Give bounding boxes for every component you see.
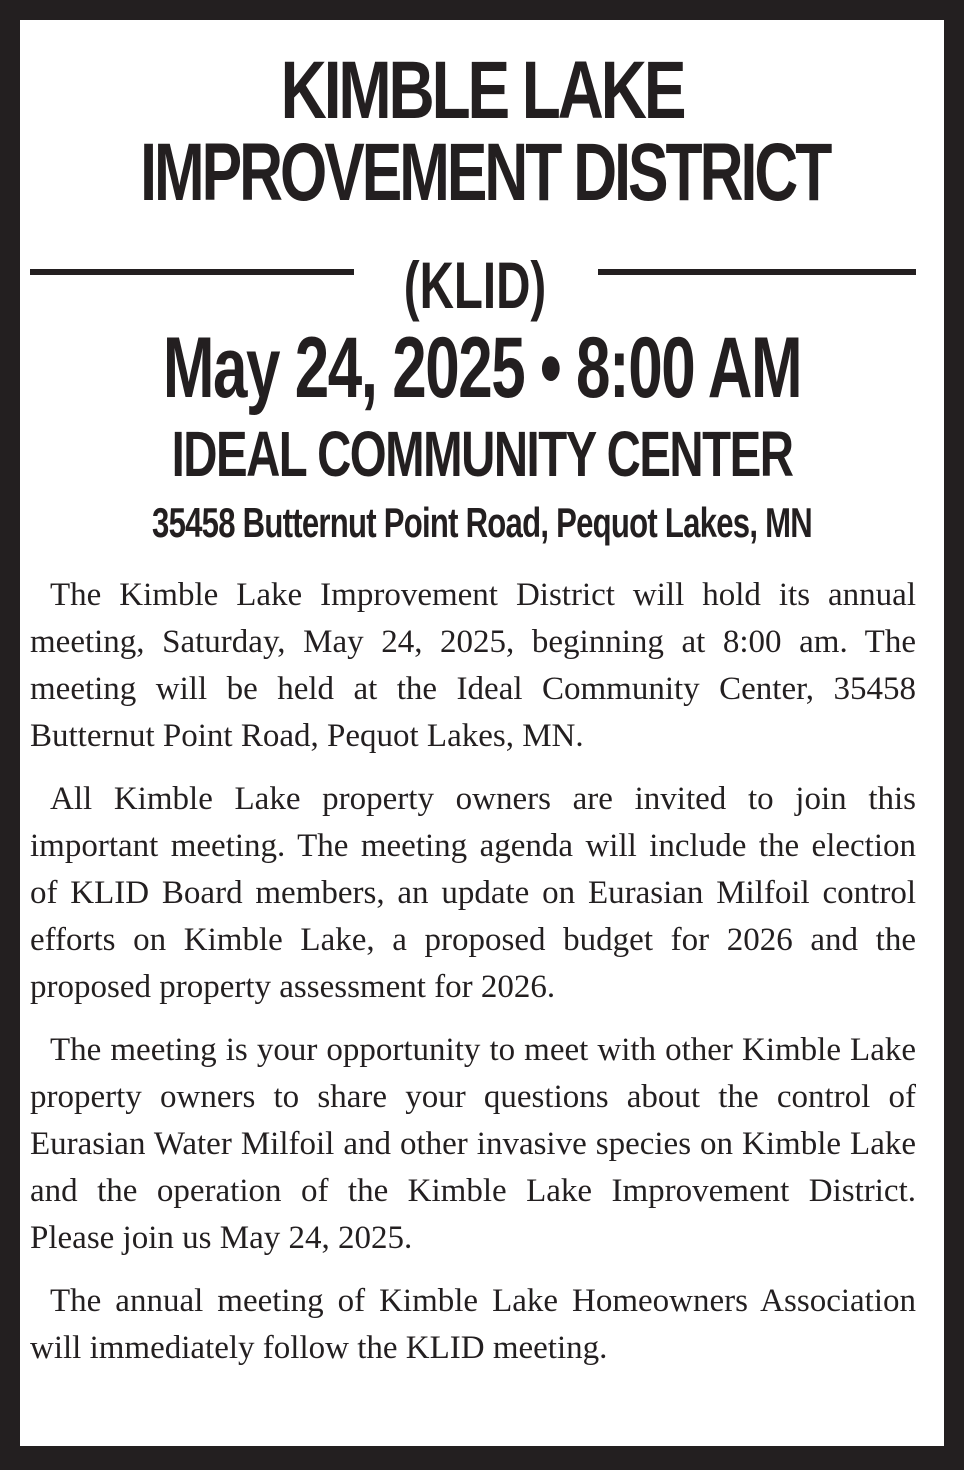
- paragraph-2: All Kimble Lake property owners are invited to join this important meeting. The meeting agenda will include the election of KLID Board members, an update on Eurasian Milfoil control efforts on Kimble Lake, a proposed budget for 2026 and the proposed property assessment for 2026.: [30, 781, 916, 1005]
- acronym: (KLID): [403, 248, 547, 322]
- paragraph-3: The meeting is your opportunity to meet with other Kimble Lake property owners to share your questions about the control of Eurasian Water Milfoil and other invasive species on Kimble Lake and the operation of the Kimble Lake Improvement District. Please join us May 24, 2025.: [30, 1032, 916, 1256]
- rule-right: [598, 269, 916, 275]
- acronym-row: [30, 248, 916, 322]
- title-line-2: IMPROVEMENT DISTRICT: [140, 127, 830, 218]
- notice-body: [30, 572, 916, 1388]
- notice-frame: [20, 20, 944, 1446]
- rule-left: [30, 269, 354, 275]
- paragraph-1: The Kimble Lake Improvement District will hold its annual meeting, Saturday, May 24, 2025, beginning at 8:00 am. The meeting will be held at the Ideal Community Center, 35458 Butternut Point Road, Pequot Lakes, MN.: [30, 577, 916, 754]
- title-line-1: KIMBLE LAKE: [280, 45, 684, 136]
- meeting-datetime: May 24, 2025 • 8:00 AM: [162, 320, 802, 416]
- paragraph-4: The annual meeting of Kimble Lake Homeowners Association will immediately follow the KLID meeting.: [30, 1283, 916, 1366]
- venue-address: 35458 Butternut Point Road, Pequot Lakes, MN: [152, 499, 812, 546]
- venue-name: IDEAL COMMUNITY CENTER: [171, 418, 793, 490]
